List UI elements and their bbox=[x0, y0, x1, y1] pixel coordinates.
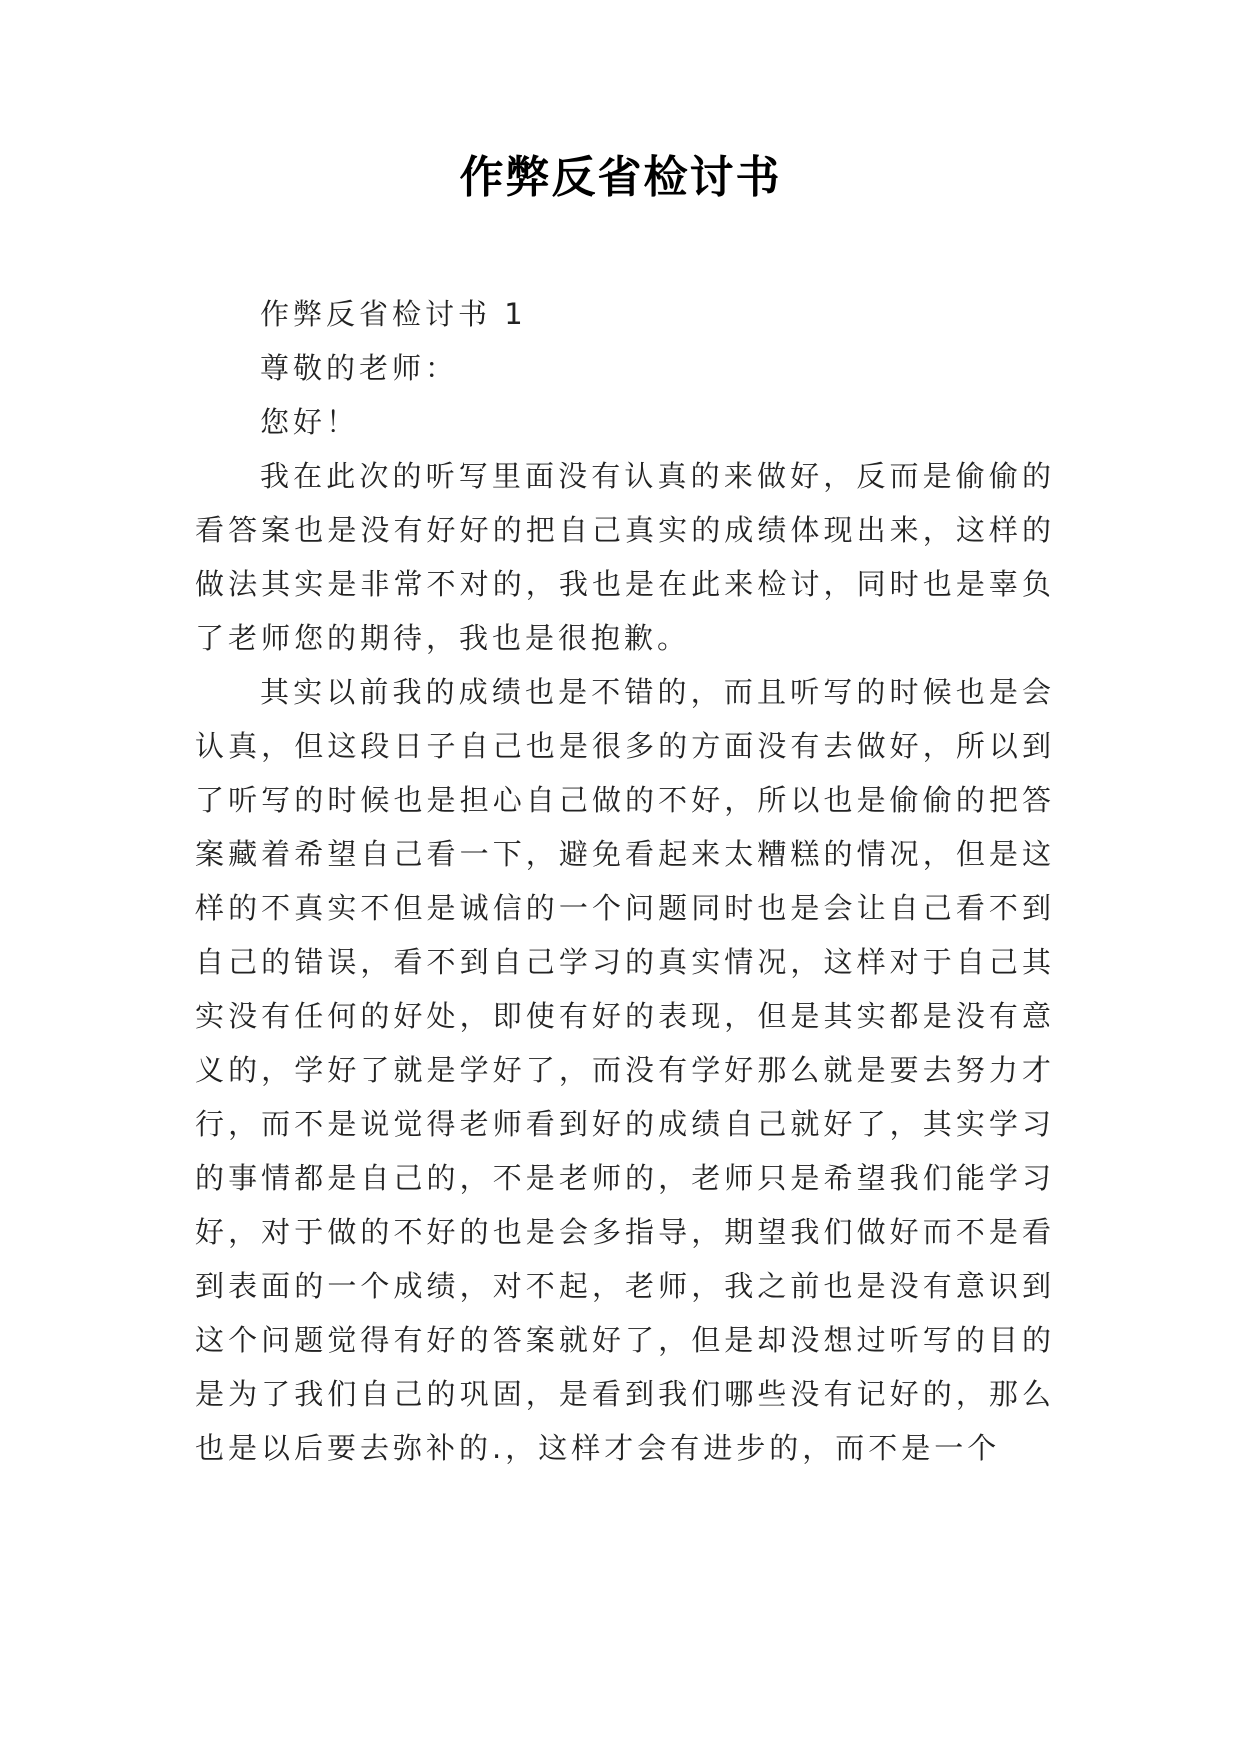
document-body bbox=[195, 287, 1055, 1475]
greeting: 您好！ bbox=[260, 405, 360, 439]
section-heading: 作弊反省检讨书 1 bbox=[260, 297, 527, 331]
salutation: 尊敬的老师： bbox=[260, 351, 459, 385]
document-title: 作弊反省检讨书 bbox=[459, 152, 782, 203]
body-paragraph: 我在此次的听写里面没有认真的来做好，反而是偷偷的看答案也是没有好好的把自己真实的成绩体现出来，这样的做法其实是非常不对的，我也是在此来检讨，同时也是辜负了老师您的期待，我也是很抱歉。 bbox=[195, 459, 1055, 655]
body-paragraph: 其实以前我的成绩也是不错的，而且听写的时候也是会认真，但这段日子自己也是很多的方面没有去做好，所以到了听写的时候也是担心自己做的不好，所以也是偷偷的把答案藏着希望自己看一下，避免看起来太糟糕的情况，但是这样的不真实不但是诚信的一个问题同时也是会让自己看不到自己的错误，看不到自己学习的真实情况，这样对于自己其实没有任何的好处，即使有好的表现，但是其实都是没有意义的，学好了就是学好了，而没有学好那么就是要去努力才行，而不是说觉得老师看到好的成绩自己就好了，其实学习的事情都是自己的，不是老师的，老师只是希望我们能学习好，对于做的不好的也是会多指导，期望我们做好而不是看到表面的一个成绩，对不起，老师，我之前也是没有意识到这个问题觉得有好的答案就好了，但是却没想过听写的目的是为了我们自己的巩固，是看到我们哪些没有记好的，那么也是以后要去弥补的.，这样才会有进步的，而不是一个 bbox=[195, 675, 1055, 1465]
